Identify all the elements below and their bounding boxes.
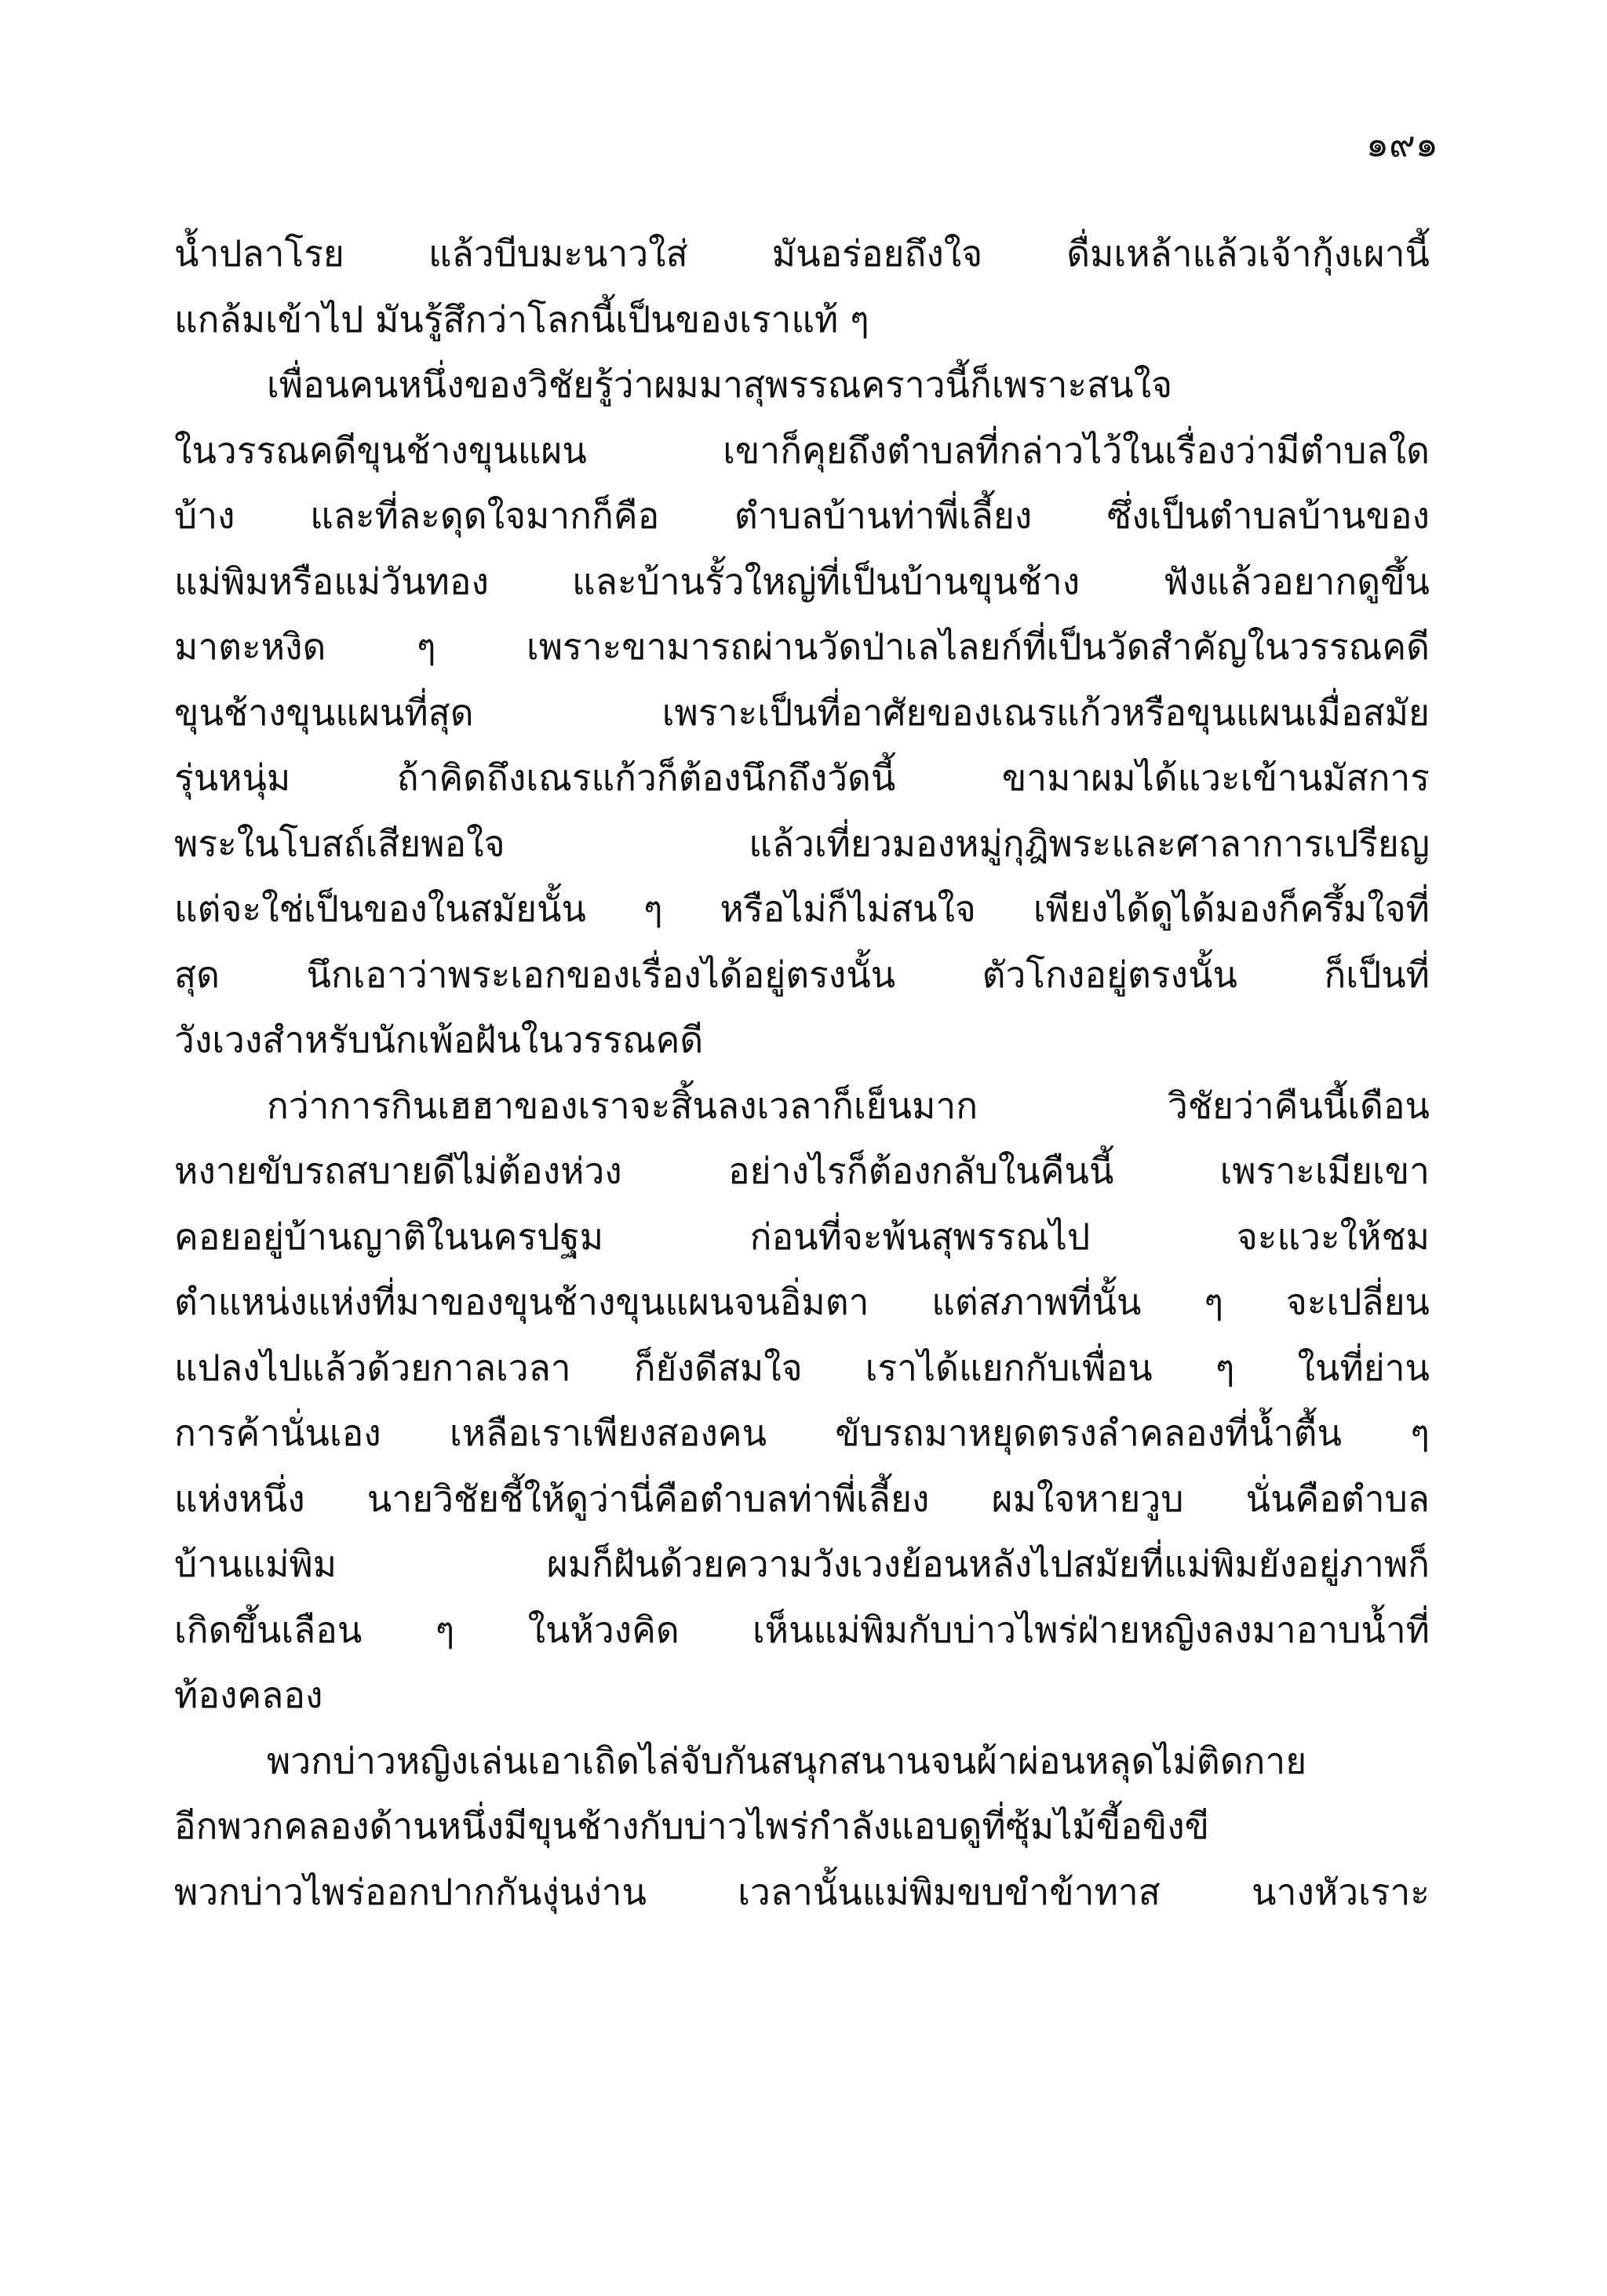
text-line: บ้าง และที่ละดุดใจมากก็คือ ตำบลบ้านท่าพี่เลี้ยง ซึ่งเป็นตำบลบ้านของ <box>174 494 1430 537</box>
text-line: วังเวงสำหรับนักเพ้อฝันในวรรณคดี <box>174 1019 704 1061</box>
text-line: ท้องคลอง <box>174 1674 323 1716</box>
paragraph-first-line: กว่าการกินเฮฮาของเราจะสิ้นลงเวลาก็เย็นมาก วิชัยว่าคืนนี้เดือน <box>267 1084 1430 1127</box>
text-line: การค้านั่นเอง เหลือเราเพียงสองคน ขับรถมาหยุดตรงลำคลองที่น้ำตื้น ๆ <box>174 1412 1430 1454</box>
text-line: แปลงไปแล้วด้วยกาลเวลา ก็ยังดีสมใจ เราได้แยกกับเพื่อน ๆ ในที่ย่าน <box>174 1346 1430 1389</box>
text-line: รุ่นหนุ่ม ถ้าคิดถึงเณรแก้วก็ต้องนึกถึงวัดนี้ ขามาผมได้แวะเข้านมัสการ <box>174 756 1430 799</box>
text-line: คอยอยู่บ้านญาติในนครปฐม ก่อนที่จะพ้นสุพรรณไป จะแวะให้ชม <box>174 1215 1430 1258</box>
page-number: ๑๙๑ <box>1365 122 1438 165</box>
text-line: พระในโบสถ์เสียพอใจ แล้วเที่ยวมองหมู่กุฎิพระและศาลาการเปรียญ <box>174 822 1430 865</box>
body-text <box>174 221 1430 1925</box>
text-line: ในวรรณคดีขุนช้างขุนแผน เขาก็คุยถึงตำบลที่กล่าวไว้ในเรื่องว่ามีตำบลใด <box>174 428 1430 472</box>
text-line: เกิดขึ้นเลือน ๆ ในห้วงคิด เห็นแม่พิมกับบ่าวไพร่ฝ่ายหญิงลงมาอาบน้ำที่ <box>174 1608 1430 1651</box>
paragraph-first-line: เพื่อนคนหนึ่งของวิชัยรู้ว่าผมมาสุพรรณคราวนี้ก็เพราะสนใจ <box>267 363 1173 406</box>
paragraph-first-line: พวกบ่าวหญิงเล่นเอาเถิดไล่จับกันสนุกสนานจนผ้าผ่อนหลุดไม่ติดกาย <box>267 1739 1307 1782</box>
text-line: ขุนช้างขุนแผนที่สุด เพราะเป็นที่อาศัยของเณรแก้วหรือขุนแผนเมื่อสมัย <box>174 691 1430 734</box>
text-line: แกล้มเข้าไป มันรู้สึกว่าโลกนี้เป็นของเราแท้ ๆ <box>174 297 869 341</box>
text-line: อีกพวกคลองด้านหนึ่งมีขุนช้างกับบ่าวไพร่กำลังแอบดูที่ซุ้มไม้ขี้อขิงขี <box>174 1805 1210 1847</box>
text-line: มาตะหงิด ๆ เพราะขามารถผ่านวัดป่าเลไลยก์ที่เป็นวัดสำคัญในวรรณคดี <box>174 625 1430 668</box>
text-line: แห่งหนึ่ง นายวิชัยชี้ให้ดูว่านี่คือตำบลท่าพี่เลี้ยง ผมใจหายวูบ นั่นคือตำบล <box>174 1477 1430 1520</box>
text-line: แต่จะใช่เป็นของในสมัยนั้น ๆ หรือไม่ก็ไม่สนใจ เพียงได้ดูได้มองก็ครึ้มใจที่ <box>174 887 1430 930</box>
text-line: น้ำปลาโรย แล้วบีบมะนาวใส่ มันอร่อยถึงใจ ดื่มเหล้าแล้วเจ้ากุ้งเผานี้ <box>174 232 1430 275</box>
text-line: พวกบ่าวไพร่ออกปากกันงุ่นง่าน เวลานั้นแม่พิมขบขำข้าทาส นางหัวเราะ <box>174 1870 1430 1913</box>
text-line: หงายขับรถสบายดีไม่ต้องห่วง อย่างไรก็ต้องกลับในคืนนี้ เพราะเมียเขา <box>174 1150 1430 1192</box>
text-line: แม่พิมหรือแม่วันทอง และบ้านรั้วใหญ่ที่เป็นบ้านขุนช้าง ฟังแล้วอยากดูขึ้น <box>174 559 1430 603</box>
text-line: บ้านแม่พิม ผมก็ฝันด้วยความวังเวงย้อนหลังไปสมัยที่แม่พิมยังอยู่ภาพก็ <box>174 1543 1430 1585</box>
text-line: สุด นึกเอาว่าพระเอกของเรื่องได้อยู่ตรงนั้น ตัวโกงอยู่ตรงนั้น ก็เป็นที่ <box>174 953 1430 996</box>
text-line: ตำแหน่งแห่งที่มาของขุนช้างขุนแผนจนอิ่มตา แต่สภาพที่นั้น ๆ จะเปลี่ยน <box>174 1281 1430 1323</box>
